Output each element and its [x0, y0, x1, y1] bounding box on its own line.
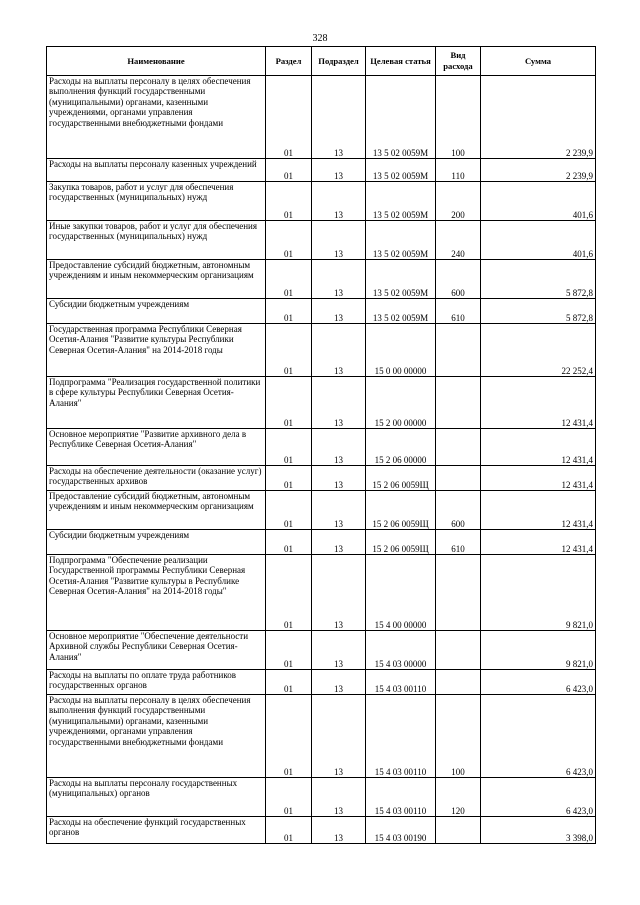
row-subsection: 13 — [312, 76, 366, 159]
row-target: 15 2 06 0059Щ — [366, 466, 436, 491]
row-subsection: 13 — [312, 631, 366, 670]
row-target: 15 2 00 00000 — [366, 377, 436, 429]
row-amount: 9 821,0 — [481, 631, 596, 670]
row-subsection: 13 — [312, 324, 366, 377]
table-row — [47, 159, 596, 182]
row-amount: 12 431,4 — [481, 377, 596, 429]
row-name: Расходы на выплаты персоналу в целях обеспечения выполнения функций государственными (муниципальными) органами, казенными учреждениями, органами управления государственными внебюджетными фондами — [47, 76, 266, 159]
row-amount: 6 423,0 — [481, 670, 596, 695]
row-type: 610 — [436, 299, 481, 324]
row-target: 15 0 00 00000 — [366, 324, 436, 377]
header-section: Раздел — [266, 47, 312, 76]
row-type — [436, 670, 481, 695]
row-subsection: 13 — [312, 491, 366, 530]
table-row — [47, 466, 596, 491]
row-name: Субсидии бюджетным учреждениям — [47, 299, 266, 324]
header-amount: Сумма — [481, 47, 596, 76]
row-name: Расходы на обеспечение деятельности (оказание услуг) государственных архивов — [47, 466, 266, 491]
row-target: 13 5 02 0059М — [366, 159, 436, 182]
row-name: Подпрограмма "Реализация государственной политики в сфере культуры Республики Северная Осетия-Алания" — [47, 377, 266, 429]
table-row — [47, 817, 596, 844]
row-type: 100 — [436, 695, 481, 778]
row-type — [436, 429, 481, 466]
row-amount: 5 872,8 — [481, 260, 596, 299]
row-target: 15 4 03 00110 — [366, 670, 436, 695]
row-section: 01 — [266, 159, 312, 182]
row-name: Государственная программа Республики Северная Осетия-Алания "Развитие культуры Республики Северная Осетия-Алания" на 2014-2018 годы — [47, 324, 266, 377]
row-target: 15 4 03 00110 — [366, 695, 436, 778]
row-name: Закупка товаров, работ и услуг для обеспечения государственных (муниципальных) нужд — [47, 182, 266, 221]
row-name: Предоставление субсидий бюджетным, автономным учреждениям и иным некоммерческим организациям — [47, 491, 266, 530]
row-subsection: 13 — [312, 182, 366, 221]
header-row — [47, 47, 596, 76]
row-subsection: 13 — [312, 466, 366, 491]
row-amount: 5 872,8 — [481, 299, 596, 324]
row-subsection: 13 — [312, 429, 366, 466]
table-row — [47, 182, 596, 221]
row-type: 200 — [436, 182, 481, 221]
row-target: 15 4 00 00000 — [366, 555, 436, 631]
row-section: 01 — [266, 466, 312, 491]
row-section: 01 — [266, 695, 312, 778]
row-type — [436, 377, 481, 429]
row-section: 01 — [266, 670, 312, 695]
row-type: 600 — [436, 260, 481, 299]
row-type — [436, 631, 481, 670]
row-target: 13 5 02 0059М — [366, 76, 436, 159]
row-section: 01 — [266, 778, 312, 817]
row-type: 610 — [436, 530, 481, 555]
row-target: 15 4 03 00190 — [366, 817, 436, 844]
row-section: 01 — [266, 324, 312, 377]
row-subsection: 13 — [312, 778, 366, 817]
row-amount: 22 252,4 — [481, 324, 596, 377]
table-row — [47, 695, 596, 778]
row-section: 01 — [266, 377, 312, 429]
row-target: 13 5 02 0059М — [366, 221, 436, 260]
row-target: 15 2 06 00000 — [366, 429, 436, 466]
row-target: 15 2 06 0059Щ — [366, 491, 436, 530]
row-subsection: 13 — [312, 299, 366, 324]
row-subsection: 13 — [312, 670, 366, 695]
row-type: 110 — [436, 159, 481, 182]
row-amount: 12 431,4 — [481, 491, 596, 530]
row-name: Основное мероприятие "Обеспечение деятельности Архивной службы Республики Северная Осетия-Алания" — [47, 631, 266, 670]
table-row — [47, 221, 596, 260]
row-amount: 401,6 — [481, 182, 596, 221]
row-subsection: 13 — [312, 695, 366, 778]
row-name: Расходы на выплаты персоналу казенных учреждений — [47, 159, 266, 182]
header-name: Наименование — [47, 47, 266, 76]
table-row — [47, 631, 596, 670]
row-name: Расходы на выплаты по оплате труда работников государственных органов — [47, 670, 266, 695]
row-name: Основное мероприятие "Развитие архивного дела в Республике Северная Осетия-Алания" — [47, 429, 266, 466]
row-amount: 401,6 — [481, 221, 596, 260]
row-section: 01 — [266, 182, 312, 221]
row-name: Расходы на выплаты персоналу в целях обеспечения выполнения функций государственными (муниципальными) органами, казенными учреждениями, органами управления государственными внебюджетными фондами — [47, 695, 266, 778]
row-section: 01 — [266, 491, 312, 530]
row-amount: 12 431,4 — [481, 429, 596, 466]
row-type: 240 — [436, 221, 481, 260]
row-type: 120 — [436, 778, 481, 817]
row-amount: 12 431,4 — [481, 466, 596, 491]
budget-table — [46, 46, 596, 844]
row-subsection: 13 — [312, 530, 366, 555]
header-subsection: Подраздел — [312, 47, 366, 76]
table-row — [47, 324, 596, 377]
row-target: 13 5 02 0059М — [366, 260, 436, 299]
row-amount: 12 431,4 — [481, 530, 596, 555]
table-row — [47, 76, 596, 159]
row-name: Расходы на выплаты персоналу государственных (муниципальных) органов — [47, 778, 266, 817]
row-name: Расходы на обеспечение функций государственных органов — [47, 817, 266, 844]
row-section: 01 — [266, 631, 312, 670]
row-section: 01 — [266, 817, 312, 844]
row-amount: 3 398,0 — [481, 817, 596, 844]
table-row — [47, 377, 596, 429]
row-amount: 6 423,0 — [481, 695, 596, 778]
table-row — [47, 555, 596, 631]
table-row — [47, 491, 596, 530]
row-section: 01 — [266, 299, 312, 324]
header-type: Вид расхода — [436, 47, 481, 76]
row-subsection: 13 — [312, 555, 366, 631]
row-type — [436, 817, 481, 844]
row-subsection: 13 — [312, 260, 366, 299]
row-name: Субсидии бюджетным учреждениям — [47, 530, 266, 555]
table-row — [47, 299, 596, 324]
row-target: 15 4 03 00000 — [366, 631, 436, 670]
page-number: 328 — [312, 33, 328, 44]
row-name: Предоставление субсидий бюджетным, автономным учреждениям и иным некоммерческим организациям — [47, 260, 266, 299]
row-subsection: 13 — [312, 221, 366, 260]
table-row — [47, 670, 596, 695]
row-amount: 2 239,9 — [481, 159, 596, 182]
row-amount: 6 423,0 — [481, 778, 596, 817]
table-row — [47, 778, 596, 817]
row-subsection: 13 — [312, 159, 366, 182]
row-section: 01 — [266, 530, 312, 555]
header-target: Целевая статья — [366, 47, 436, 76]
row-section: 01 — [266, 429, 312, 466]
table-row — [47, 429, 596, 466]
row-amount: 9 821,0 — [481, 555, 596, 631]
row-type — [436, 466, 481, 491]
row-name: Подпрограмма "Обеспечение реализации Государственной программы Республики Северная Осетия-Алания "Развитие культуры в Республике Северная Осетия-Алания" на 2014-2018 годы" — [47, 555, 266, 631]
row-subsection: 13 — [312, 817, 366, 844]
row-section: 01 — [266, 221, 312, 260]
row-section: 01 — [266, 260, 312, 299]
table-row — [47, 260, 596, 299]
row-target: 15 2 06 0059Щ — [366, 530, 436, 555]
row-subsection: 13 — [312, 377, 366, 429]
row-section: 01 — [266, 555, 312, 631]
row-target: 13 5 02 0059М — [366, 299, 436, 324]
row-type — [436, 324, 481, 377]
row-target: 15 4 03 00110 — [366, 778, 436, 817]
row-amount: 2 239,9 — [481, 76, 596, 159]
row-type: 600 — [436, 491, 481, 530]
row-type — [436, 555, 481, 631]
table-row — [47, 530, 596, 555]
row-name: Иные закупки товаров, работ и услуг для обеспечения государственных (муниципальных) нужд — [47, 221, 266, 260]
row-target: 13 5 02 0059М — [366, 182, 436, 221]
row-section: 01 — [266, 76, 312, 159]
row-type: 100 — [436, 76, 481, 159]
